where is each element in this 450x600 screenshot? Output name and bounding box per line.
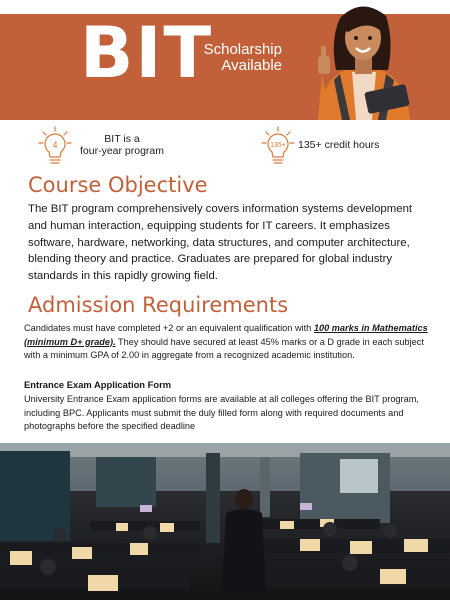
student-photo	[300, 0, 425, 120]
stat-line: BIT is a	[104, 133, 140, 145]
computer-lab-photo	[0, 443, 450, 600]
admission-text	[24, 322, 434, 363]
lightbulb-number: 135+	[270, 142, 286, 149]
scholarship-tagline	[192, 42, 282, 74]
entrance-exam-heading: Entrance Exam Application Form	[24, 379, 172, 390]
stat-line: four-year program	[79, 145, 165, 157]
admission-heading: Admission Requirements	[28, 293, 289, 317]
lightbulb-icon	[38, 126, 72, 166]
math-requirement: 100 marks in Mathematics (minimum D+ grade).	[24, 323, 428, 347]
program-duration-stat	[78, 133, 166, 157]
tagline-line-1: Scholarship	[203, 41, 282, 58]
lightbulb-icon	[261, 126, 295, 166]
lightbulb-number: 4	[52, 140, 58, 150]
credit-hours-stat: 135+ credit hours	[298, 139, 380, 151]
entrance-exam-text: University Entrance Exam application forms are available at all colleges offering the BIT program, including BPC. Applicants must submit the duly filled form along with required documents and photographs before the specified deadline	[24, 394, 419, 432]
admission-text-start: Candidates must have completed +2 or an equivalent qualification with	[24, 323, 314, 333]
tagline-line-2: Available	[221, 57, 282, 74]
admission-text-end: They should have secured at least 45% marks or a D grade in each subject with a minimum GPA of 2.00 in aggregate from a recognized academic institution.	[24, 336, 424, 361]
course-objective-text: The BIT program comprehensively covers information systems development and human interaction, equipping students for IT careers. It emphasizes software, hardware, networking, data structures, and computer architecture, blending theory and practice. Graduates are prepared for global industry standards in this rapidly growing field.	[28, 203, 413, 283]
banner-title: BIT	[80, 12, 214, 94]
course-objective-heading: Course Objective	[28, 173, 208, 197]
